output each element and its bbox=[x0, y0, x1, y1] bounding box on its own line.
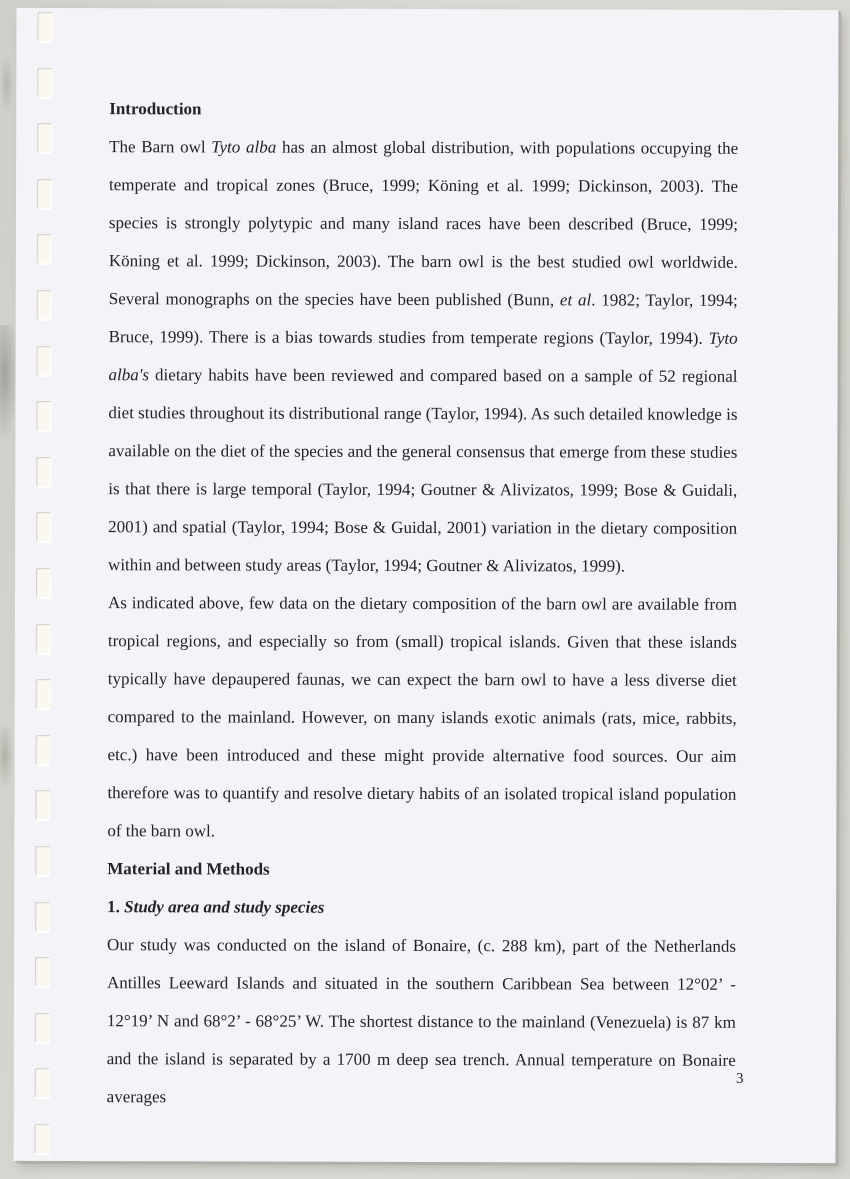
paragraph bbox=[107, 584, 737, 852]
binding-hole bbox=[35, 1124, 50, 1154]
binding-hole bbox=[36, 735, 51, 765]
subheading bbox=[107, 888, 736, 928]
text-run: The Barn owl bbox=[109, 137, 212, 157]
text-run: Introduction bbox=[109, 99, 202, 119]
binding-hole bbox=[36, 512, 51, 542]
text-run: Our study was conducted on the island of Bonaire, (c. 288 km), part of the Netherlands Antilles Leeward Islands and situated in the southern Caribbean Sea between 12°02’ - 12°19’ N and 68°2’ - 68°25’ W. The shortest distance to the mainland (Venezuela) is 87 km and the island is separated by a 1700 m deep sea trench. Annual temperature on Bonaire averages bbox=[106, 935, 737, 1107]
binding-hole bbox=[35, 846, 50, 876]
binding-hole bbox=[36, 679, 51, 709]
binding-hole bbox=[35, 1013, 50, 1043]
binding-hole bbox=[35, 790, 50, 820]
binding-hole bbox=[37, 123, 52, 153]
binding-hole bbox=[36, 457, 51, 487]
text-run: dietary habits have been reviewed and compared based on a sample of 52 regional diet studies throughout its distributional range (Taylor, 1994). As such detailed knowledge is available on the diet of the species and the general consensus that emerge from these studies is that there is large temporal (Taylor, 1994; Goutner & Alivizatos, 1999; Bose & Guidali, 2001) and spatial (Taylor, 1994; Bose & Guidal, 2001) variation in the dietary composition within and between study areas (Taylor, 1994; Goutner & Alivizatos, 1999). bbox=[108, 365, 738, 576]
binding-hole bbox=[35, 1068, 50, 1098]
scanner-smudge bbox=[2, 55, 14, 115]
binding-hole bbox=[37, 234, 52, 264]
binding-holes bbox=[35, 12, 53, 1154]
binding-hole bbox=[35, 901, 50, 931]
text-run: As indicated above, few data on the dietary composition of the barn owl are available from tropical regions, and especially so from (small) tropical islands. Given that these islands typically have depaupered faunas, we can expect the barn owl to have a less diverse diet compared to the mainland. However, on many islands exotic animals (rats, mice, rabbits, etc.) have been introduced and these might provide alternative food sources. Our aim therefore was to quantify and resolve dietary habits of an isolated tropical island population of the barn owl. bbox=[107, 593, 737, 841]
paragraph bbox=[107, 926, 736, 1118]
text-run: 1. bbox=[107, 897, 125, 917]
binding-hole bbox=[37, 68, 52, 98]
binding-hole bbox=[36, 624, 51, 654]
binding-hole bbox=[37, 290, 52, 320]
page-number: 3 bbox=[735, 1070, 744, 1087]
binding-hole bbox=[37, 346, 52, 376]
text-run: . 1982; Taylor, 1994; Bruce, 1999). There is a bias towards studies from temperate regions (Taylor, 1994). bbox=[108, 290, 738, 348]
text-run: et al bbox=[559, 290, 592, 310]
scanner-smudge bbox=[0, 720, 14, 790]
text-run: Study area and study species bbox=[124, 897, 325, 917]
text-run: Tyto alba bbox=[211, 137, 277, 157]
text-run: Tyto alba's bbox=[108, 328, 738, 385]
text-run: Material and Methods bbox=[107, 859, 270, 879]
heading bbox=[109, 90, 738, 130]
text-run: has an almost global distribution, with populations occupying the temperate and tropical zones (Bruce, 1999; Köning et al. 1999; Dickinson, 2003). The species is strongly polytypic and many island races have been described (Bruce, 1999; Köning et al. 1999; Dickinson, 2003). The barn owl is the best studied owl worldwide. Several monographs on the species have been published (Bunn, bbox=[108, 137, 739, 310]
binding-hole bbox=[37, 12, 52, 42]
binding-hole bbox=[37, 179, 52, 209]
paragraph bbox=[108, 128, 738, 586]
document-blocks bbox=[107, 90, 739, 1118]
binding-hole bbox=[36, 401, 51, 431]
heading bbox=[107, 850, 736, 890]
binding-hole bbox=[35, 957, 50, 987]
binding-hole bbox=[36, 568, 51, 598]
paper-sheet bbox=[13, 8, 838, 1163]
